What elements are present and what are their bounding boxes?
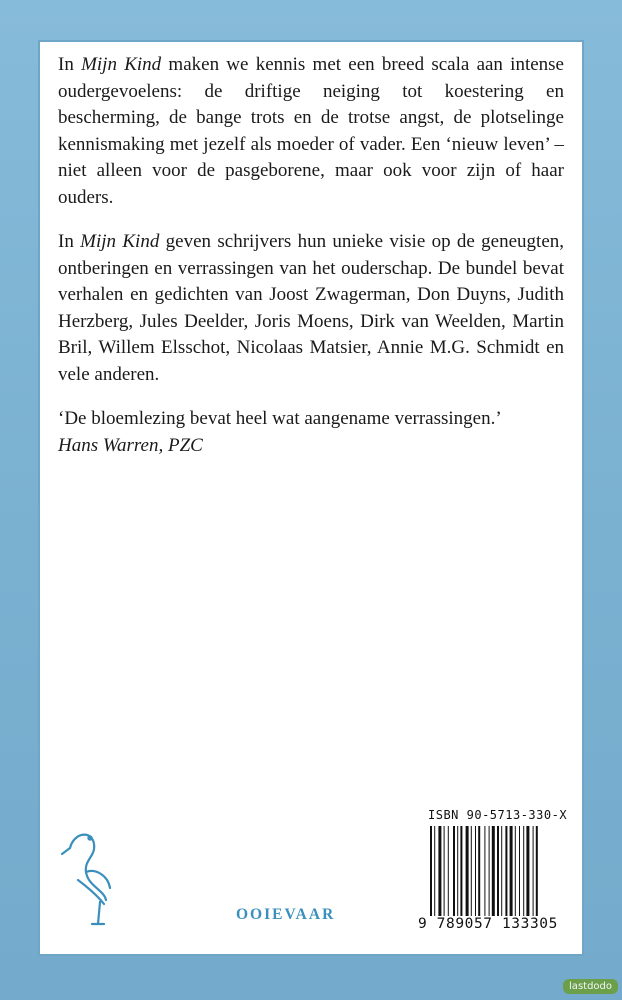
p2-text: geven schrijvers hun unieke visie op de geneugten, ontberingen en verrassingen van het ouderschap. De bundel bevat verhalen en gedichten van Joost Zwagerman, Don Duyns, Judith Herzberg, Jules Deelder, Joris Moens, Dirk van Weelden, Martin Bril, Willem Elsschot, Nicolaas Matsier, Annie M.G. Schmidt en vele anderen. — [58, 231, 565, 385]
blurb — [58, 52, 564, 459]
barcode — [428, 826, 562, 916]
publisher-name: OOIEVAAR — [236, 906, 336, 923]
blurb-paragraph-2 — [58, 229, 564, 388]
stork-icon — [60, 820, 120, 930]
p1-title: Mijn Kind — [81, 54, 162, 75]
barcode-number: 9 789057 133305 — [418, 916, 558, 932]
review-quote — [58, 406, 564, 459]
watermark-badge: lastdodo — [563, 979, 618, 994]
p2-lead: In — [58, 231, 81, 252]
blurb-paragraph-1 — [58, 52, 564, 211]
quote-source: Hans Warren, PZC — [58, 434, 203, 456]
p1-lead: In — [58, 54, 82, 75]
isbn-label: ISBN 90-5713-330-X — [428, 808, 568, 822]
p2-title: Mijn Kind — [80, 231, 160, 252]
p1-text: maken we kennis met een breed scala aan intense oudergevoelens: de driftige neiging tot koestering en bescherming, de bange trots en de trotse angst, de plotselinge kennismaking met jezelf als moeder of vader. Een ‘nieuw leven’ – niet alleen voor de pasgeborene, maar ook voor zijn of haar ouders. — [58, 54, 564, 208]
quote-text: ‘De bloemlezing bevat heel wat aangename verrassingen.’ — [58, 408, 502, 429]
